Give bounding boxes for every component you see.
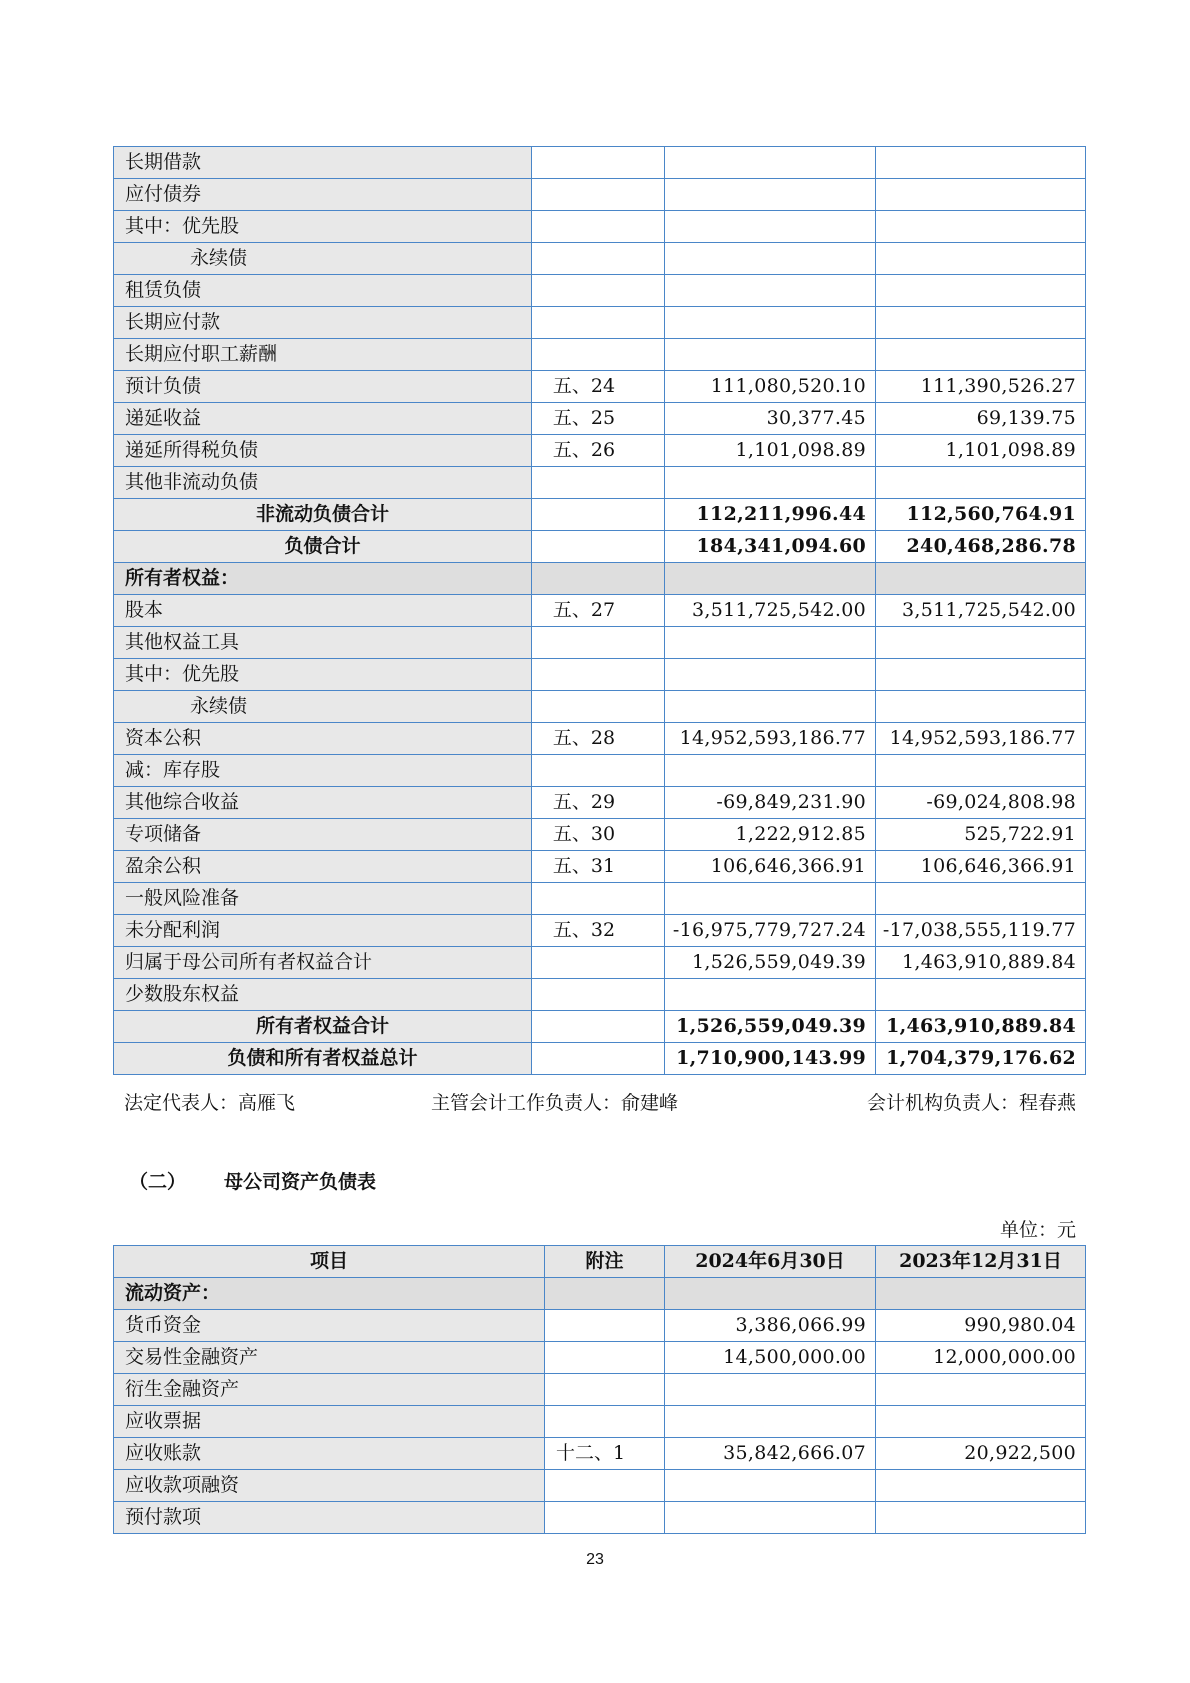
header-note: 附注 [545, 1246, 665, 1278]
unit-label: 单位：元 [999, 1219, 1076, 1241]
note-cell: 五、24 [532, 371, 665, 403]
value-2024-cell [665, 1374, 876, 1406]
table-row [114, 979, 1086, 1011]
value-2023-cell: 240,468,286.78 [876, 531, 1086, 563]
value-2024-cell [665, 179, 876, 211]
value-2024-cell [665, 1406, 876, 1438]
item-cell: 负债和所有者权益总计 [114, 1043, 532, 1075]
section-heading [129, 1167, 376, 1194]
note-cell [532, 979, 665, 1011]
table-row [114, 659, 1086, 691]
item-cell: 负债合计 [114, 531, 532, 563]
value-2024-cell: 14,500,000.00 [665, 1342, 876, 1374]
item-cell: 衍生金融资产 [114, 1374, 545, 1406]
note-cell: 十二、1 [545, 1438, 665, 1470]
note-cell: 五、25 [532, 403, 665, 435]
value-2024-cell: 106,646,366.91 [665, 851, 876, 883]
value-2024-cell: 35,842,666.07 [665, 1438, 876, 1470]
value-2023-cell: 1,463,910,889.84 [876, 1011, 1086, 1043]
value-2024-cell [665, 883, 876, 915]
item-cell: 长期借款 [114, 147, 532, 179]
item-cell: 永续债 [114, 691, 532, 723]
table-row [114, 723, 1086, 755]
item-cell: 资本公积 [114, 723, 532, 755]
note-cell [532, 467, 665, 499]
value-2023-cell [876, 1406, 1086, 1438]
note-cell [532, 1043, 665, 1075]
item-cell: 交易性金融资产 [114, 1342, 545, 1374]
table-row [114, 211, 1086, 243]
item-cell: 所有者权益合计 [114, 1011, 532, 1043]
note-cell [532, 659, 665, 691]
note-cell [545, 1502, 665, 1534]
item-cell: 租赁负债 [114, 275, 532, 307]
value-2024-cell: 30,377.45 [665, 403, 876, 435]
note-cell: 五、30 [532, 819, 665, 851]
table-row [114, 883, 1086, 915]
section-header-row [114, 1278, 1086, 1310]
value-2024-cell: 1,526,559,049.39 [665, 947, 876, 979]
value-2024-cell [665, 211, 876, 243]
table-row [114, 147, 1086, 179]
note-cell [545, 1342, 665, 1374]
value-2023-cell [876, 243, 1086, 275]
header-2024: 2024年6月30日 [665, 1246, 876, 1278]
table-row [114, 1310, 1086, 1342]
value-2024-cell: 14,952,593,186.77 [665, 723, 876, 755]
note-cell [532, 339, 665, 371]
value-2023-cell: 1,704,379,176.62 [876, 1043, 1086, 1075]
value-2023-cell [876, 755, 1086, 787]
item-cell: 少数股东权益 [114, 979, 532, 1011]
value-2023-cell: 20,922,500 [876, 1438, 1086, 1470]
note-cell [532, 1011, 665, 1043]
table-row [114, 435, 1086, 467]
item-cell: 永续债 [114, 243, 532, 275]
subtotal-row [114, 531, 1086, 563]
value-2023-cell [876, 883, 1086, 915]
note-cell [532, 243, 665, 275]
note-cell: 五、27 [532, 595, 665, 627]
item-cell: 非流动负债合计 [114, 499, 532, 531]
value-2023-cell [876, 467, 1086, 499]
value-2023-cell: -69,024,808.98 [876, 787, 1086, 819]
value-2024-cell [665, 659, 876, 691]
value-2024-cell: 111,080,520.10 [665, 371, 876, 403]
value-2023-cell [876, 1502, 1086, 1534]
item-cell: 长期应付职工薪酬 [114, 339, 532, 371]
subtotal-row [114, 499, 1086, 531]
note-cell [532, 147, 665, 179]
table-row [114, 1374, 1086, 1406]
value-2024-cell: 1,526,559,049.39 [665, 1011, 876, 1043]
item-cell: 其他权益工具 [114, 627, 532, 659]
value-2024-cell [665, 339, 876, 371]
value-2023-cell: 69,139.75 [876, 403, 1086, 435]
value-2024-cell [665, 691, 876, 723]
value-2024-cell: 1,101,098.89 [665, 435, 876, 467]
table-row [114, 179, 1086, 211]
value-2023-cell [876, 179, 1086, 211]
table-row [114, 1406, 1086, 1438]
accounting-dept-head-signature: 会计机构负责人：程春燕 [866, 1092, 1076, 1114]
table-row [114, 339, 1086, 371]
item-cell: 归属于母公司所有者权益合计 [114, 947, 532, 979]
note-cell [532, 499, 665, 531]
value-2023-cell [876, 211, 1086, 243]
value-2024-cell [665, 275, 876, 307]
note-cell: 五、32 [532, 915, 665, 947]
value-2023-cell: 111,390,526.27 [876, 371, 1086, 403]
table-row [114, 755, 1086, 787]
subtotal-row [114, 1011, 1086, 1043]
note-cell [545, 1470, 665, 1502]
item-cell: 递延所得税负债 [114, 435, 532, 467]
section-number: （二） [129, 1171, 187, 1193]
table-row [114, 595, 1086, 627]
note-cell [532, 947, 665, 979]
page-number: 23 [586, 1551, 604, 1568]
value-2023-cell [876, 307, 1086, 339]
value-2024-cell [665, 979, 876, 1011]
value-2024-cell: 3,386,066.99 [665, 1310, 876, 1342]
value-2024-cell [665, 1502, 876, 1534]
table-row [114, 1438, 1086, 1470]
note-cell [545, 1406, 665, 1438]
value-2024-cell [665, 1278, 876, 1310]
table-row [114, 915, 1086, 947]
header-2023: 2023年12月31日 [876, 1246, 1086, 1278]
value-2024-cell [665, 1470, 876, 1502]
item-cell: 专项储备 [114, 819, 532, 851]
note-cell [532, 627, 665, 659]
note-cell [532, 179, 665, 211]
note-cell [545, 1310, 665, 1342]
value-2023-cell: 1,101,098.89 [876, 435, 1086, 467]
accounting-head-signature: 主管会计工作负责人：俞建峰 [431, 1092, 679, 1114]
table-row [114, 1342, 1086, 1374]
value-2023-cell: 990,980.04 [876, 1310, 1086, 1342]
table-row [114, 627, 1086, 659]
item-cell: 递延收益 [114, 403, 532, 435]
header-item: 项目 [114, 1246, 545, 1278]
consolidated-balance-sheet-table [113, 146, 1086, 1075]
value-2024-cell: -69,849,231.90 [665, 787, 876, 819]
value-2023-cell [876, 1470, 1086, 1502]
value-2024-cell [665, 563, 876, 595]
value-2023-cell: 112,560,764.91 [876, 499, 1086, 531]
note-cell [532, 275, 665, 307]
value-2024-cell [665, 467, 876, 499]
value-2024-cell: -16,975,779,727.24 [665, 915, 876, 947]
parent-balance-sheet-table [113, 1245, 1086, 1534]
note-cell [532, 883, 665, 915]
legal-representative-signature: 法定代表人：高雁飞 [124, 1092, 296, 1114]
table-row [114, 819, 1086, 851]
item-cell: 其中：优先股 [114, 211, 532, 243]
value-2023-cell [876, 147, 1086, 179]
table-row [114, 371, 1086, 403]
item-cell: 应付债券 [114, 179, 532, 211]
value-2023-cell: 14,952,593,186.77 [876, 723, 1086, 755]
value-2023-cell [876, 691, 1086, 723]
note-cell: 五、31 [532, 851, 665, 883]
item-cell: 一般风险准备 [114, 883, 532, 915]
value-2023-cell [876, 659, 1086, 691]
item-cell: 盈余公积 [114, 851, 532, 883]
value-2023-cell [876, 627, 1086, 659]
note-cell [532, 691, 665, 723]
table-row [114, 1502, 1086, 1534]
value-2024-cell: 3,511,725,542.00 [665, 595, 876, 627]
value-2023-cell: 106,646,366.91 [876, 851, 1086, 883]
total-row [114, 1043, 1086, 1075]
note-cell [532, 563, 665, 595]
value-2023-cell: 3,511,725,542.00 [876, 595, 1086, 627]
item-cell: 应收票据 [114, 1406, 545, 1438]
item-cell: 货币资金 [114, 1310, 545, 1342]
value-2024-cell [665, 755, 876, 787]
table-row [114, 691, 1086, 723]
value-2024-cell: 1,710,900,143.99 [665, 1043, 876, 1075]
value-2024-cell [665, 307, 876, 339]
value-2023-cell [876, 1278, 1086, 1310]
note-cell [532, 531, 665, 563]
table-row [114, 275, 1086, 307]
value-2023-cell: 1,463,910,889.84 [876, 947, 1086, 979]
section-header-row [114, 563, 1086, 595]
table-row [114, 307, 1086, 339]
value-2024-cell: 112,211,996.44 [665, 499, 876, 531]
value-2023-cell [876, 275, 1086, 307]
item-cell: 未分配利润 [114, 915, 532, 947]
value-2024-cell [665, 147, 876, 179]
note-cell: 五、29 [532, 787, 665, 819]
item-cell: 预计负债 [114, 371, 532, 403]
table-row [114, 403, 1086, 435]
table-row [114, 947, 1086, 979]
table-row [114, 1470, 1086, 1502]
item-cell: 股本 [114, 595, 532, 627]
item-cell: 预付款项 [114, 1502, 545, 1534]
note-cell [532, 211, 665, 243]
value-2023-cell: 12,000,000.00 [876, 1342, 1086, 1374]
item-cell: 其他非流动负债 [114, 467, 532, 499]
item-cell: 所有者权益： [114, 563, 532, 595]
note-cell [532, 755, 665, 787]
value-2023-cell [876, 339, 1086, 371]
item-cell: 应收账款 [114, 1438, 545, 1470]
item-cell: 流动资产： [114, 1278, 545, 1310]
value-2024-cell: 1,222,912.85 [665, 819, 876, 851]
item-cell: 长期应付款 [114, 307, 532, 339]
note-cell [532, 307, 665, 339]
value-2024-cell: 184,341,094.60 [665, 531, 876, 563]
item-cell: 其中：优先股 [114, 659, 532, 691]
value-2023-cell: 525,722.91 [876, 819, 1086, 851]
table-row [114, 851, 1086, 883]
item-cell: 应收款项融资 [114, 1470, 545, 1502]
table-header-row [114, 1246, 1086, 1278]
item-cell: 减：库存股 [114, 755, 532, 787]
section-title: 母公司资产负债表 [224, 1171, 377, 1193]
value-2023-cell [876, 1374, 1086, 1406]
table-row [114, 787, 1086, 819]
note-cell: 五、28 [532, 723, 665, 755]
table-row [114, 467, 1086, 499]
note-cell [545, 1278, 665, 1310]
value-2023-cell [876, 563, 1086, 595]
note-cell: 五、26 [532, 435, 665, 467]
item-cell: 其他综合收益 [114, 787, 532, 819]
table-row [114, 243, 1086, 275]
value-2023-cell [876, 979, 1086, 1011]
value-2024-cell [665, 627, 876, 659]
value-2024-cell [665, 243, 876, 275]
note-cell [545, 1374, 665, 1406]
value-2023-cell: -17,038,555,119.77 [876, 915, 1086, 947]
